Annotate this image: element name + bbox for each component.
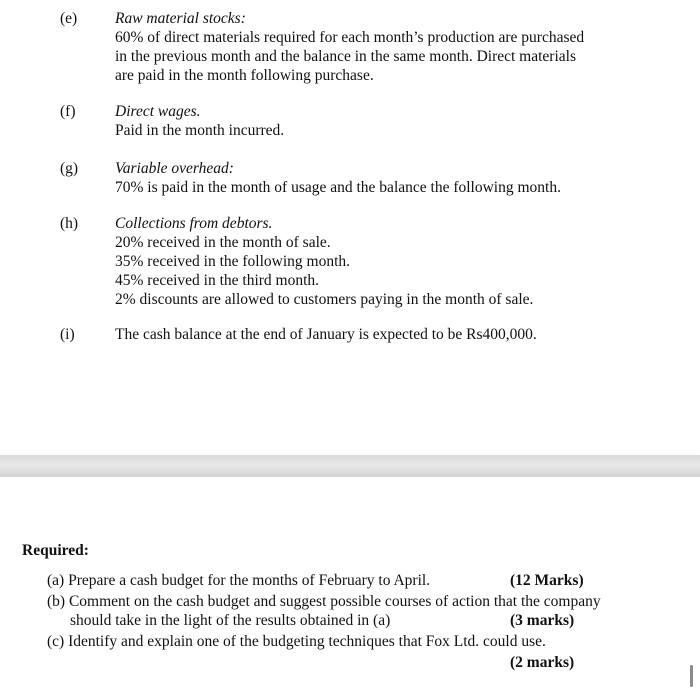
requirement-b-line1: (b) Comment on the cash budget and suggest possible courses of action that the company (47, 593, 601, 610)
item-line: The cash balance at the end of January is expected to be Rs400,000. (115, 326, 537, 343)
item-label: (f) (60, 103, 76, 120)
item-line: 45% received in the third month. (115, 272, 320, 289)
item-label: (i) (60, 326, 75, 343)
item-body (115, 159, 655, 197)
requirement-b-marks: (3 marks) (510, 612, 575, 629)
required-heading: Required: (22, 542, 89, 559)
requirement-a-text: (a) Prepare a cash budget for the months of February to April. (47, 572, 431, 589)
item-heading: Raw material stocks: (115, 10, 246, 27)
requirement-b-line2: should take in the light of the results obtained in (a) (70, 612, 391, 629)
item-line: 70% is paid in the month of usage and the balance the following month. (115, 179, 561, 196)
item-heading: Variable overhead: (115, 160, 234, 177)
item-label: (e) (60, 10, 78, 27)
item-body (115, 214, 655, 309)
item-body (115, 102, 655, 140)
item-line: are paid in the month following purchase. (115, 67, 374, 84)
item-line: 60% of direct materials required for each month’s production are purchased (115, 29, 585, 46)
item-label: (g) (60, 160, 79, 177)
requirement-a-marks: (12 Marks) (510, 572, 584, 589)
item-line: 20% received in the month of sale. (115, 234, 331, 251)
item-body (115, 9, 655, 85)
item-line: 2% discounts are allowed to customers paying in the month of sale. (115, 291, 534, 308)
requirement-c-text: (c) Identify and explain one of the budgeting techniques that Fox Ltd. could use. (47, 633, 546, 650)
item-line: 35% received in the following month. (115, 253, 351, 270)
scrollbar-thumb[interactable] (690, 665, 693, 687)
requirement-c-marks: (2 marks) (510, 654, 575, 671)
item-body (115, 325, 655, 344)
item-heading: Collections from debtors. (115, 215, 273, 232)
item-line: Paid in the month incurred. (115, 122, 285, 139)
page-break-divider (0, 455, 700, 477)
item-heading: Direct wages. (115, 103, 201, 120)
item-line: in the previous month and the balance in the same month. Direct materials (115, 48, 576, 65)
item-label: (h) (60, 215, 79, 232)
